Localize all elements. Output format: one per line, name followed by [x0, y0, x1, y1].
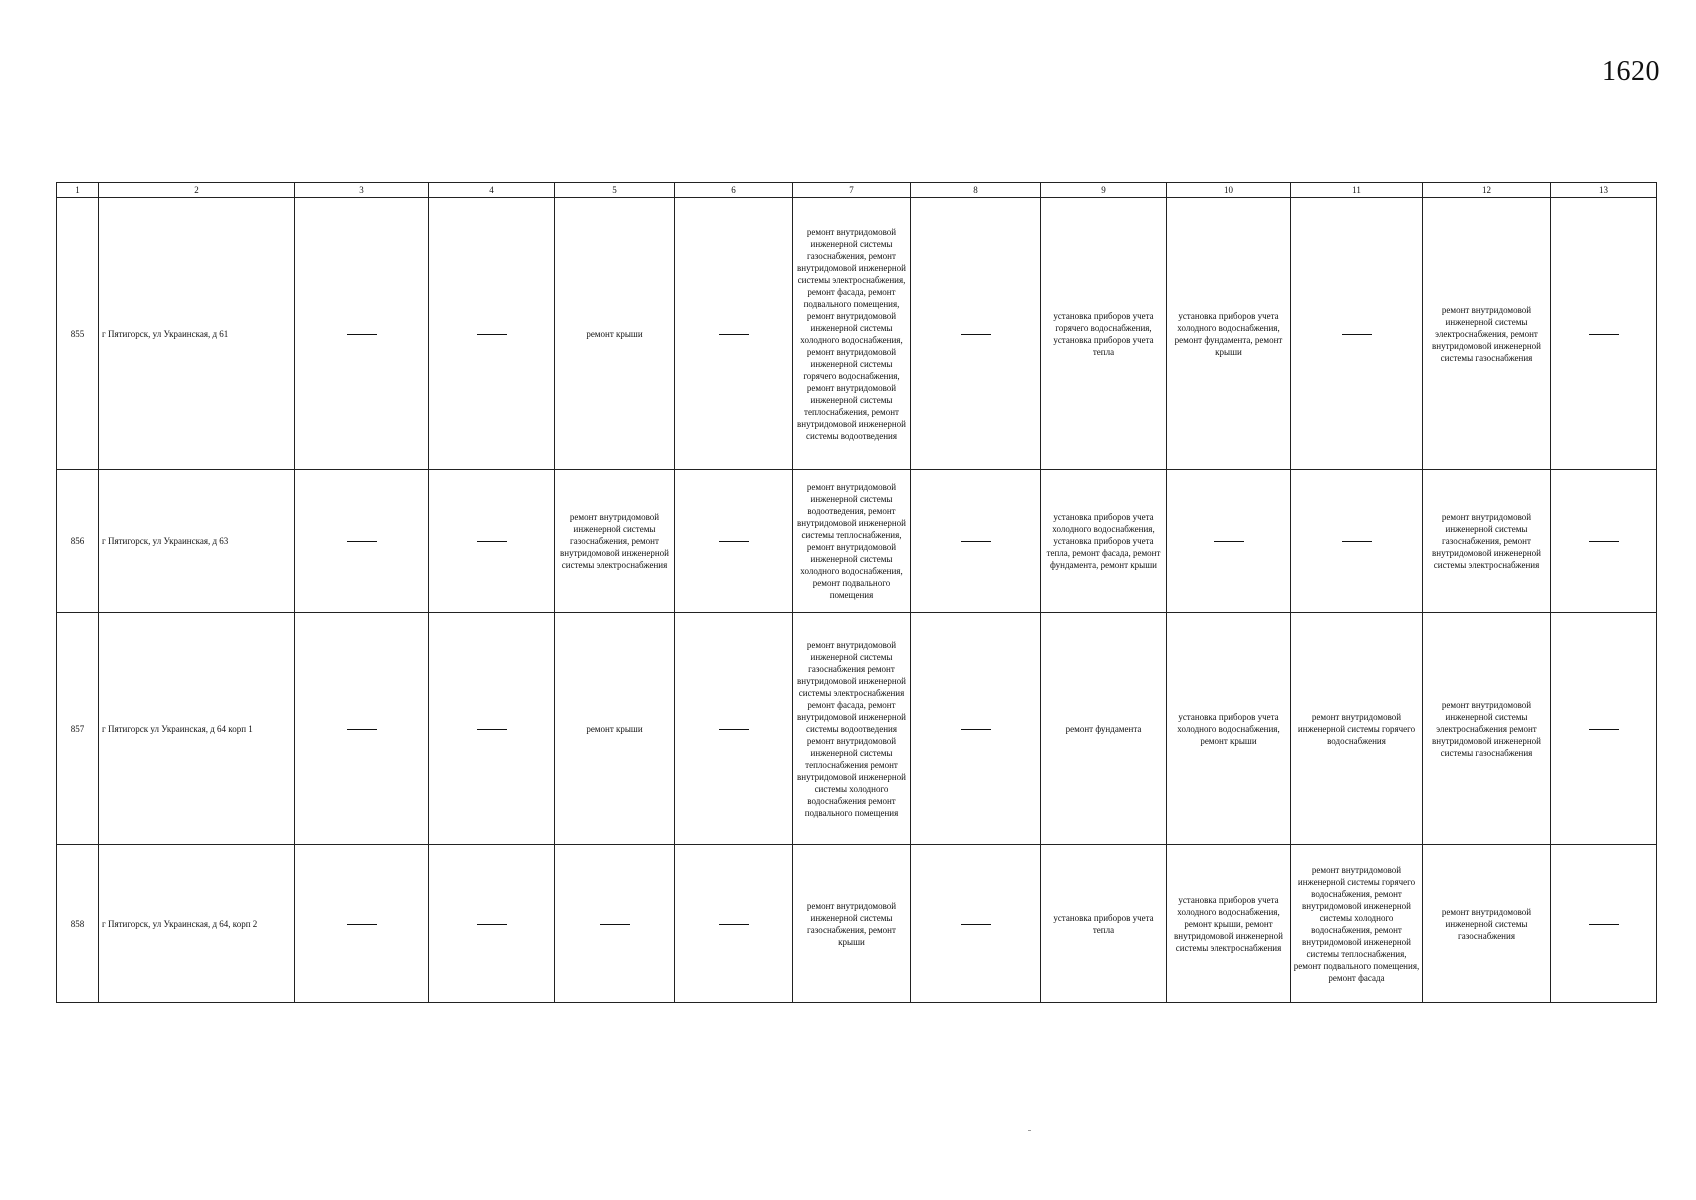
column-header-10: 10	[1167, 183, 1291, 198]
dash-cell	[555, 845, 675, 1003]
dash-cell	[1551, 198, 1657, 470]
work-cell-col9: ремонт фундамента	[1041, 613, 1167, 845]
dash-mark	[1342, 334, 1372, 335]
column-header-7: 7	[793, 183, 911, 198]
column-header-12: 12	[1423, 183, 1551, 198]
row-number: 856	[57, 470, 99, 613]
dash-mark	[477, 924, 507, 925]
dash-mark	[1589, 729, 1619, 730]
work-cell-col12: ремонт внутридомовой инженерной системы электроснабжения, ремонт внутридомовой инженерной системы газоснабжения	[1423, 198, 1551, 470]
dash-cell	[675, 613, 793, 845]
work-cell-col11: ремонт внутридомовой инженерной системы горячего водоснабжения, ремонт внутридомовой инженерной системы холодного водоснабжения, ремонт внутридомовой инженерной системы теплоснабжения, ремонт подвального помещения, ремонт фасада	[1291, 845, 1423, 1003]
dash-mark	[347, 334, 377, 335]
dash-cell	[911, 470, 1041, 613]
table-row	[57, 613, 1657, 845]
work-cell-col10: установка приборов учета холодного водоснабжения, ремонт крыши	[1167, 613, 1291, 845]
dash-cell	[429, 470, 555, 613]
dash-cell	[911, 845, 1041, 1003]
dash-mark	[1589, 334, 1619, 335]
page-number: 1620	[1602, 56, 1660, 87]
work-cell-col10: установка приборов учета холодного водоснабжения, ремонт фундамента, ремонт крыши	[1167, 198, 1291, 470]
dash-mark	[961, 541, 991, 542]
dash-cell	[675, 845, 793, 1003]
dash-mark	[1589, 541, 1619, 542]
scan-speck	[1028, 1130, 1031, 1131]
work-cell-col10: установка приборов учета холодного водоснабжения, ремонт крыши, ремонт внутридомовой инженерной системы электроснабжения	[1167, 845, 1291, 1003]
table-row	[57, 845, 1657, 1003]
dash-mark	[477, 729, 507, 730]
work-cell-col7: ремонт внутридомовой инженерной системы водоотведения, ремонт внутридомовой инженерной системы теплоснабжения, ремонт внутридомовой инженерной системы холодного водоснабжения, ремонт подвального помещения	[793, 470, 911, 613]
dash-cell	[1551, 845, 1657, 1003]
column-header-11: 11	[1291, 183, 1423, 198]
dash-cell	[429, 845, 555, 1003]
column-number-header-row	[57, 183, 1657, 198]
dash-mark	[961, 924, 991, 925]
dash-mark	[347, 541, 377, 542]
work-cell-col5: ремонт крыши	[555, 198, 675, 470]
work-cell-col12: ремонт внутридомовой инженерной системы газоснабжения	[1423, 845, 1551, 1003]
column-header-9: 9	[1041, 183, 1167, 198]
work-cell-col7: ремонт внутридомовой инженерной системы газоснабжения, ремонт крыши	[793, 845, 911, 1003]
work-cell-col7: ремонт внутридомовой инженерной системы газоснабжения, ремонт внутридомовой инженерной системы электроснабжения, ремонт фасада, ремонт подвального помещения, ремонт внутридомовой инженерной системы холодного водоснабжения, ремонт внутридомовой инженерной системы горячего водоснабжения, ремонт внутридомовой инженерной системы теплоснабжения, ремонт внутридомовой инженерной системы водоотведения	[793, 198, 911, 470]
dash-mark	[719, 541, 749, 542]
column-header-5: 5	[555, 183, 675, 198]
dash-mark	[719, 729, 749, 730]
dash-cell	[295, 470, 429, 613]
address-cell: г Пятигорск ул Украинская, д 64 корп 1	[99, 613, 295, 845]
work-cell-col12: ремонт внутридомовой инженерной системы электроснабжения ремонт внутридомовой инженерной системы газоснабжения	[1423, 613, 1551, 845]
dash-mark	[1342, 541, 1372, 542]
dash-cell	[1167, 470, 1291, 613]
dash-cell	[429, 613, 555, 845]
dash-mark	[719, 924, 749, 925]
dash-mark	[719, 334, 749, 335]
column-header-8: 8	[911, 183, 1041, 198]
work-cell-col5: ремонт внутридомовой инженерной системы газоснабжения, ремонт внутридомовой инженерной системы электроснабжения	[555, 470, 675, 613]
row-number: 857	[57, 613, 99, 845]
dash-cell	[675, 470, 793, 613]
address-cell: г Пятигорск, ул Украинская, д 61	[99, 198, 295, 470]
row-number: 858	[57, 845, 99, 1003]
repair-register-table	[56, 182, 1657, 1003]
dash-mark	[1589, 924, 1619, 925]
dash-mark	[477, 334, 507, 335]
dash-cell	[1291, 198, 1423, 470]
work-cell-col9: установка приборов учета горячего водоснабжения, установка приборов учета тепла	[1041, 198, 1167, 470]
column-header-1: 1	[57, 183, 99, 198]
column-header-4: 4	[429, 183, 555, 198]
dash-cell	[429, 198, 555, 470]
work-cell-col9: установка приборов учета холодного водоснабжения, установка приборов учета тепла, ремонт фасада, ремонт фундамента, ремонт крыши	[1041, 470, 1167, 613]
dash-cell	[1291, 470, 1423, 613]
work-cell-col5: ремонт крыши	[555, 613, 675, 845]
dash-mark	[477, 541, 507, 542]
dash-cell	[295, 613, 429, 845]
dash-cell	[1551, 470, 1657, 613]
dash-mark	[600, 924, 630, 925]
dash-cell	[295, 845, 429, 1003]
dash-cell	[295, 198, 429, 470]
column-header-6: 6	[675, 183, 793, 198]
dash-mark	[961, 729, 991, 730]
work-cell-col12: ремонт внутридомовой инженерной системы газоснабжения, ремонт внутридомовой инженерной системы электроснабжения	[1423, 470, 1551, 613]
dash-mark	[961, 334, 991, 335]
row-number: 855	[57, 198, 99, 470]
dash-mark	[347, 729, 377, 730]
dash-cell	[1551, 613, 1657, 845]
table-row	[57, 198, 1657, 470]
dash-cell	[911, 613, 1041, 845]
address-cell: г Пятигорск, ул Украинская, д 63	[99, 470, 295, 613]
work-cell-col11: ремонт внутридомовой инженерной системы горячего водоснабжения	[1291, 613, 1423, 845]
dash-cell	[675, 198, 793, 470]
column-header-13: 13	[1551, 183, 1657, 198]
column-header-3: 3	[295, 183, 429, 198]
dash-mark	[1214, 541, 1244, 542]
column-header-2: 2	[99, 183, 295, 198]
work-cell-col7: ремонт внутридомовой инженерной системы газоснабжения ремонт внутридомовой инженерной системы электроснабжения ремонт фасада, ремонт внутридомовой инженерной системы водоотведения ремонт внутридомовой инженерной системы теплоснабжения ремонт внутридомовой инженерной системы холодного водоснабжения ремонт подвального помещения	[793, 613, 911, 845]
dash-cell	[911, 198, 1041, 470]
dash-mark	[347, 924, 377, 925]
table-row	[57, 470, 1657, 613]
address-cell: г Пятигорск, ул Украинская, д 64, корп 2	[99, 845, 295, 1003]
work-cell-col9: установка приборов учета тепла	[1041, 845, 1167, 1003]
